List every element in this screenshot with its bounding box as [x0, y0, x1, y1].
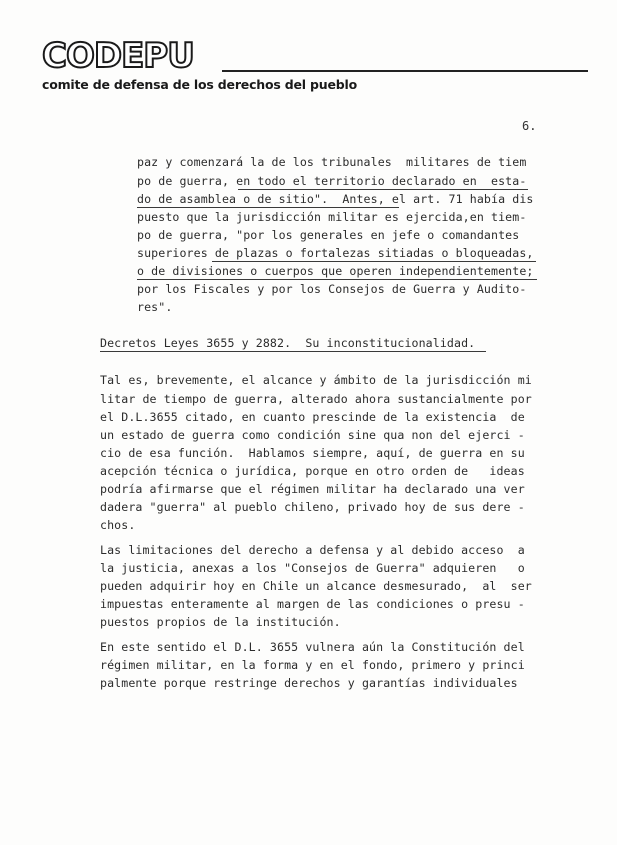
underline-mark	[137, 279, 537, 280]
text-line: o de divisiones o cuerpos que operen independientemente;	[137, 264, 534, 278]
text-line: litar de tiempo de guerra, alterado ahora sustancialmente por	[100, 392, 532, 406]
text-line: po de guerra, en todo el territorio declarado en esta-	[137, 174, 527, 188]
text-line: paz y comenzará la de los tribunales militares de tiem	[137, 155, 527, 169]
text-line: do de asamblea o de sitio". Antes, el art. 71 había dis	[137, 192, 534, 206]
text-line: Tal es, brevemente, el alcance y ámbito de la jurisdicción mi	[100, 373, 532, 387]
text-line: impuestas enteramente al margen de las condiciones o presu -	[100, 597, 525, 611]
text-line: puesto que la jurisdicción militar es ejercida,en tiem-	[137, 210, 527, 224]
text-line: un estado de guerra como condición sine qua non del ejerci -	[100, 428, 525, 442]
text-line: chos.	[100, 518, 136, 532]
underline-mark	[238, 189, 528, 190]
text-line: Las limitaciones del derecho a defensa y al debido acceso a	[100, 543, 525, 557]
letterhead-rule	[222, 70, 588, 72]
text-line: por los Fiscales y por los Consejos de Guerra y Audito-	[137, 282, 527, 296]
text-line: el D.L.3655 citado, en cuanto prescinde de la existencia de	[100, 410, 525, 424]
letterhead-tagline: comite de defensa de los derechos del pueblo	[42, 77, 357, 92]
text-line: dadera "guerra" al pueblo chileno, privado hoy de sus dere -	[100, 500, 525, 514]
text-line: régimen militar, en la forma y en el fondo, primero y princi	[100, 658, 525, 672]
underline-mark	[212, 261, 536, 262]
text-line: pueden adquirir hoy en Chile un alcance desmesurado, al ser	[100, 579, 532, 593]
text-line: cio de esa función. Hablamos siempre, aquí, de guerra en su	[100, 446, 525, 460]
text-line: po de guerra, "por los generales en jefe o comandantes	[137, 228, 520, 242]
text-line: palmente porque restringe derechos y garantías individuales	[100, 676, 518, 690]
text-line: res".	[137, 300, 173, 314]
text-line: la justicia, anexas a los "Consejos de Guerra" adquieren o	[100, 561, 525, 575]
heading-underline	[100, 351, 486, 352]
text-line: acepción técnica o jurídica, porque en otro orden de ideas	[100, 464, 525, 478]
section-heading: Decretos Leyes 3655 y 2882. Su inconstitucionalidad.	[100, 336, 476, 350]
text-line: En este sentido el D.L. 3655 vulnera aún la Constitución del	[100, 640, 525, 654]
text-line: podría afirmarse que el régimen militar ha declarado una ver	[100, 482, 525, 496]
text-line: superiores de plazas o fortalezas sitiadas o bloqueadas,	[137, 246, 534, 260]
page-number: 6.	[522, 119, 537, 133]
codepu-logo: CODEPU	[42, 36, 194, 76]
text-line: puestos propios de la institución.	[100, 615, 341, 629]
underline-mark	[137, 207, 399, 208]
